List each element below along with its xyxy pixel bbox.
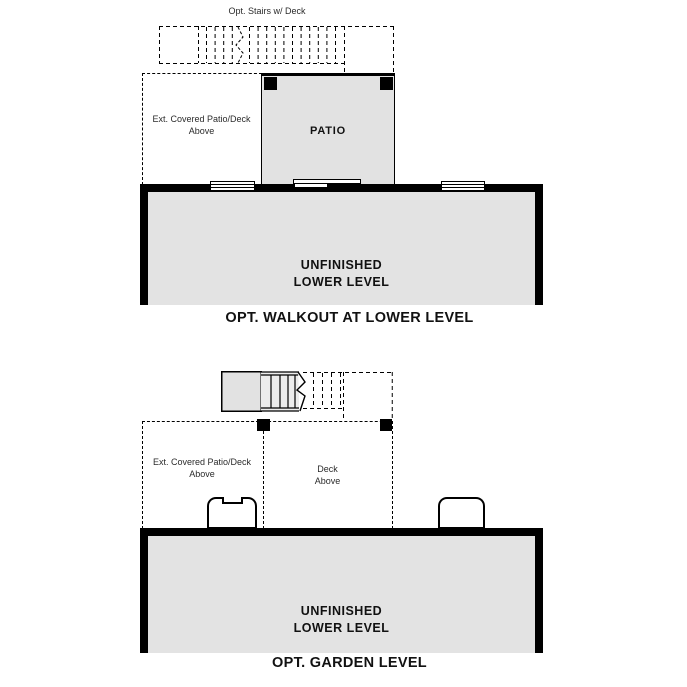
foundation-wall-right <box>535 184 543 305</box>
opt-stairs-dashed-outline <box>159 26 394 74</box>
plan-caption-garden: OPT. GARDEN LEVEL <box>272 655 427 671</box>
ext-covered-patio-label: Ext. Covered Patio/Deck Above <box>152 457 252 479</box>
room-label: UNFINISHED LOWER LEVEL <box>293 604 390 635</box>
deck-label: Deck Above <box>314 464 341 486</box>
post-marker <box>380 77 393 90</box>
window-symbol <box>210 181 255 191</box>
opt-stairs-label: Opt. Stairs w/ Deck <box>228 6 306 16</box>
window-well-symbol <box>438 497 485 528</box>
stair-treads-dashed <box>303 372 392 421</box>
foundation-wall-left <box>140 528 148 653</box>
post-marker <box>380 419 392 431</box>
stair-landing <box>222 372 262 412</box>
room-label: UNFINISHED LOWER LEVEL <box>293 258 390 289</box>
break-line-icon <box>236 27 243 63</box>
egress-ladder-symbol <box>222 497 243 504</box>
foundation-wall-right <box>535 528 543 653</box>
post-marker <box>257 419 270 431</box>
stair-treads-dashed <box>207 27 336 63</box>
garden-stairs-assembly <box>221 369 393 421</box>
foundation-wall-top <box>140 528 543 536</box>
plan-caption-walkout: OPT. WALKOUT AT LOWER LEVEL <box>225 310 474 326</box>
patio-label: PATIO <box>310 125 346 137</box>
window-symbol <box>441 181 485 191</box>
sliding-door-panel <box>294 183 328 188</box>
foundation-wall-left <box>140 184 148 305</box>
ext-covered-patio-label: Ext. Covered Patio/Deck Above <box>152 114 251 136</box>
post-marker <box>264 77 277 90</box>
